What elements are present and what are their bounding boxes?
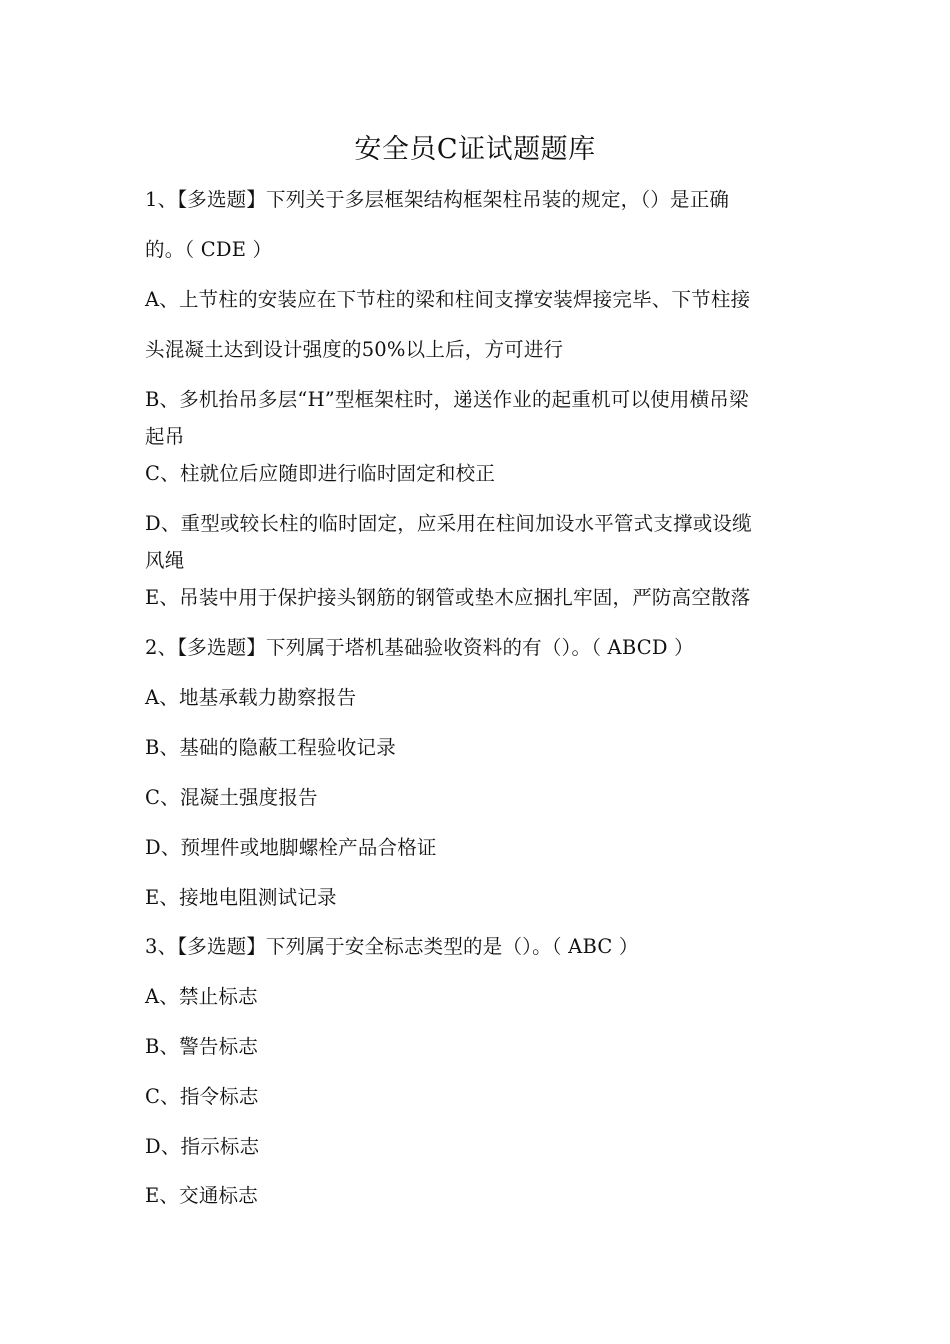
question-3-option-d: D、指示标志: [145, 1135, 260, 1158]
question-1-option-e: E、吊装中用于保护接头钢筋的钢管或垫木应捆扎牢固，严防高空散落: [145, 586, 751, 609]
document-title: 安全员C证试题题库: [354, 134, 596, 165]
question-3-option-e: E、交通标志: [145, 1184, 258, 1207]
question-3-stem: 3、【多选题】下列属于安全标志类型的是（）。（ ABC ）: [145, 935, 639, 958]
question-1-stem-line-2: 的。（ CDE ）: [145, 238, 273, 261]
question-3-option-c: C、指令标志: [145, 1085, 259, 1108]
question-2-option-a: A、地基承载力勘察报告: [145, 686, 357, 709]
question-1-option-d-line-2: 风绳: [145, 549, 185, 572]
question-3-option-a: A、禁止标志: [145, 985, 258, 1008]
question-1-option-c: C、柱就位后应随即进行临时固定和校正: [145, 462, 496, 485]
question-2-option-d: D、预埋件或地脚螺栓产品合格证: [145, 836, 437, 859]
question-3-option-b: B、警告标志: [145, 1035, 259, 1058]
question-1-option-a-line-2: 头混凝土达到设计强度的50%以上后，方可进行: [145, 338, 564, 361]
question-1-stem-line-1: 1、【多选题】下列关于多层框架结构框架柱吊装的规定，（）是正确: [145, 188, 730, 211]
question-2-option-e: E、接地电阻测试记录: [145, 886, 337, 909]
question-2-option-b: B、基础的隐蔽工程验收记录: [145, 736, 396, 759]
question-1-option-a-line-1: A、上节柱的安装应在下节柱的梁和柱间支撑安装焊接完毕、下节柱接: [145, 288, 751, 311]
question-2-stem: 2、【多选题】下列属于塔机基础验收资料的有（）。（ ABCD ）: [145, 636, 694, 659]
question-2-option-c: C、混凝土强度报告: [145, 786, 318, 809]
question-1-option-b-line-1: B、多机抬吊多层“H”型框架柱时，递送作业的起重机可以使用横吊梁: [145, 388, 749, 411]
question-1-option-b-line-2: 起吊: [145, 425, 185, 448]
question-1-option-d-line-1: D、重型或较长柱的临时固定，应采用在柱间加设水平管式支撑或设缆: [145, 512, 752, 535]
